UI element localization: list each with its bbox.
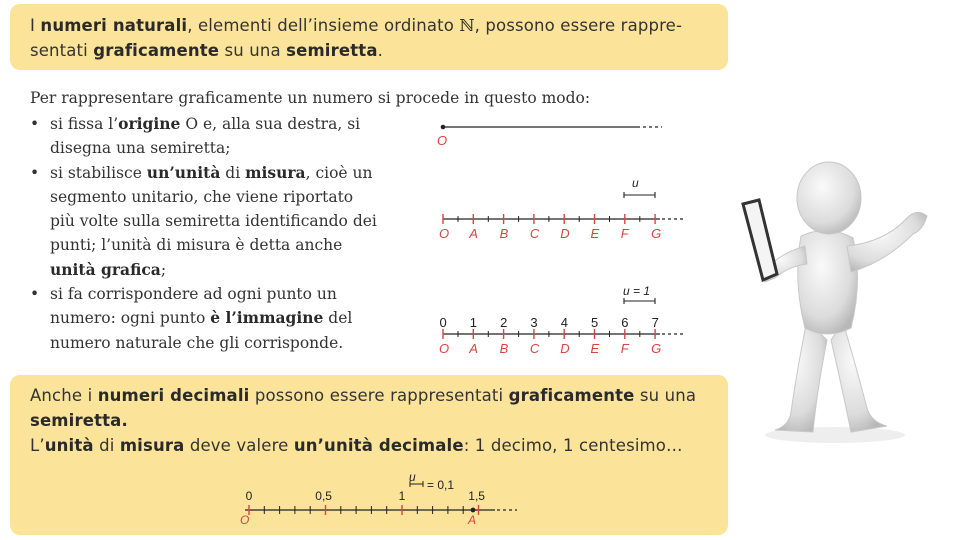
number-label: 3	[530, 315, 538, 330]
point-label: A	[469, 341, 478, 356]
unit-equation: u = 1	[623, 284, 651, 298]
bold-term: unità grafica	[50, 259, 161, 279]
bold-term: misura	[119, 436, 185, 455]
text: L’	[30, 436, 45, 455]
bold-term: numeri naturali	[40, 16, 188, 35]
point-label: D	[560, 226, 570, 241]
bold-term: semiretta	[286, 41, 378, 60]
text: , possono essere rappre-	[474, 16, 683, 35]
bold-term: graficamente	[508, 386, 635, 405]
tablet	[743, 200, 777, 280]
point-a-label: A	[468, 513, 477, 527]
decimal-number-line	[235, 469, 525, 527]
point-label: C	[529, 341, 540, 356]
number-label: 2	[500, 315, 508, 330]
bullet: •	[30, 163, 40, 182]
text: possono essere rappresentati	[249, 386, 509, 405]
unit-label: u	[409, 470, 416, 484]
decimal-label: 1,5	[468, 489, 485, 503]
text: I	[30, 16, 41, 35]
point-a-dot	[471, 508, 476, 513]
ray-with-numbers	[439, 284, 686, 356]
point-label: A	[469, 226, 478, 241]
number-label: 0	[439, 315, 447, 330]
right-arm	[847, 212, 927, 272]
text: su una	[634, 386, 697, 405]
origin-dot	[441, 125, 446, 130]
bold-term: un’unità decimale	[293, 436, 464, 455]
ray-origin	[437, 125, 662, 148]
point-label: E	[590, 226, 600, 241]
number-label: 4	[560, 315, 568, 330]
bold-term: graficamente	[93, 41, 220, 60]
unit-bracket	[624, 298, 655, 304]
bold-term: unità	[44, 436, 94, 455]
point-label: G	[651, 226, 662, 241]
decimal-label: 0,5	[315, 489, 332, 503]
unit-bracket	[624, 192, 655, 198]
number-label: 5	[591, 315, 599, 330]
procedure-list	[30, 112, 430, 355]
procedure-section	[30, 86, 591, 355]
figure-with-tablet-illustration	[735, 150, 950, 450]
decimal-label: 0	[245, 489, 253, 503]
list-item	[30, 282, 380, 355]
bold-term: origine	[118, 114, 181, 133]
left-leg	[775, 320, 827, 432]
bullet: •	[30, 285, 40, 304]
point-label: G	[651, 341, 662, 356]
list-item	[30, 112, 380, 161]
text: si stabilisce	[50, 163, 147, 182]
point-label: C	[529, 226, 540, 241]
point-label: B	[499, 226, 509, 241]
text: deve valere	[184, 436, 294, 455]
number-label: 1	[469, 315, 478, 330]
text: si fa corrispondere ad ogni punto un numero: ogni punto	[50, 285, 337, 328]
point-label: B	[499, 341, 509, 356]
bold-term: misura	[245, 162, 306, 182]
point-label: F	[620, 341, 629, 356]
text: O e, alla sua destra, si disegna una semiretta;	[50, 115, 361, 158]
text: .	[377, 41, 384, 60]
point-o-label: O	[240, 513, 250, 527]
point-label: E	[590, 341, 600, 356]
unit-label: u	[632, 176, 639, 190]
text: , elementi dell’insieme ordinato	[187, 16, 460, 35]
unit-equation: = 0,1	[427, 478, 455, 492]
number-label: 6	[621, 315, 629, 330]
list-item	[30, 161, 380, 282]
bold-term: semiretta.	[30, 411, 128, 430]
naturals-symbol: ℕ	[459, 16, 475, 35]
ray-with-points	[439, 176, 686, 241]
text: su una	[219, 41, 287, 60]
decimal-box	[10, 375, 728, 535]
decimal-label: 1	[398, 489, 406, 503]
text: di	[93, 436, 120, 455]
bold-term: numeri decimali	[97, 386, 250, 405]
point-label: D	[560, 341, 570, 356]
text: si fissa l’	[50, 115, 119, 133]
bold-term: un’unità	[146, 162, 221, 182]
point-label: O	[439, 341, 450, 356]
text: sentati	[30, 41, 94, 60]
number-label: 7	[651, 315, 659, 330]
procedure-intro: Per rappresentare graficamente un numero si procede in questo modo:	[30, 89, 591, 107]
intro-paragraph	[10, 4, 728, 63]
point-label: O	[439, 226, 450, 241]
text: Anche i	[30, 386, 98, 405]
text: ;	[160, 260, 167, 279]
intro-box	[10, 4, 728, 70]
origin-label: O	[437, 133, 448, 148]
right-leg	[831, 322, 887, 432]
bold-term: è l’immagine	[210, 308, 324, 328]
text: di	[220, 163, 246, 182]
number-lines-diagram	[430, 115, 700, 360]
text: del numero naturale che gli corrisponde.	[50, 309, 353, 352]
text: : 1 decimo, 1 centesimo…	[463, 436, 683, 455]
point-label: F	[620, 226, 629, 241]
bullet: •	[30, 115, 40, 133]
decimal-paragraph	[10, 375, 728, 458]
text: , cioè un segmento unitario, che viene riportato più volte sulla semiretta identificando dei punti; l’unità di misura è detta anche	[50, 163, 377, 255]
head	[797, 162, 861, 234]
